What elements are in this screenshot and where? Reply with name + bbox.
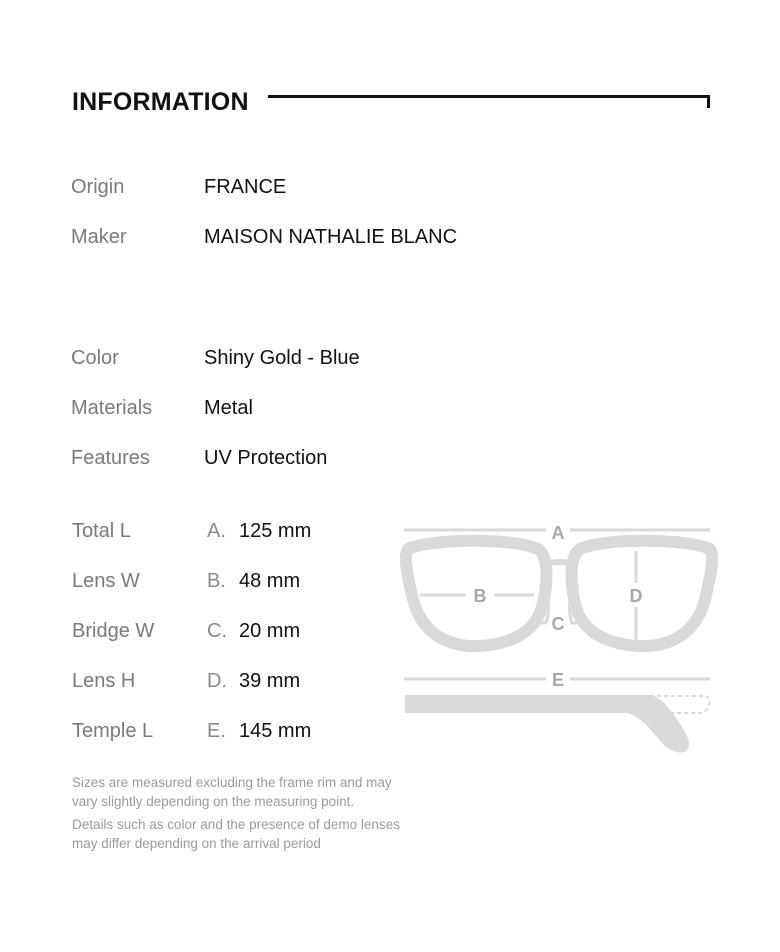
page-title: INFORMATION bbox=[72, 88, 249, 116]
measure-value: 48 mm bbox=[239, 570, 301, 592]
measure-letter: C. bbox=[207, 620, 227, 642]
measure-value: 20 mm bbox=[239, 620, 301, 642]
note-details: Details such as color and the presence of demo lenses may differ depending on the arrival period bbox=[72, 817, 400, 851]
label-a: A bbox=[551, 523, 565, 543]
measure-label: Lens H bbox=[72, 670, 136, 692]
title-rule-tick bbox=[707, 95, 710, 108]
measure-letter: E. bbox=[207, 720, 226, 742]
measure-letter: B. bbox=[207, 570, 226, 592]
temple-arm bbox=[405, 695, 689, 753]
label-c: C bbox=[551, 614, 565, 634]
detail-label: Color bbox=[71, 347, 119, 369]
measure-value: 125 mm bbox=[239, 520, 312, 542]
measure-letter: A. bbox=[207, 520, 226, 542]
measure-label: Total L bbox=[72, 520, 131, 542]
detail-value: Shiny Gold - Blue bbox=[204, 347, 360, 369]
glasses-diagram bbox=[400, 515, 720, 765]
bridge bbox=[544, 562, 574, 565]
measure-label: Bridge W bbox=[72, 620, 155, 642]
note-measurement: Sizes are measured excluding the frame rim and may vary slightly depending on the measuring point. bbox=[72, 775, 392, 809]
info-label: Maker bbox=[71, 226, 127, 248]
label-e: E bbox=[551, 670, 565, 690]
detail-value: UV Protection bbox=[204, 447, 328, 469]
info-value: FRANCE bbox=[204, 176, 287, 198]
detail-label: Features bbox=[71, 447, 150, 469]
title-rule bbox=[268, 95, 710, 98]
label-b: B bbox=[473, 586, 487, 606]
label-d: D bbox=[629, 586, 643, 606]
info-value: MAISON NATHALIE BLANC bbox=[204, 226, 458, 248]
measure-label: Lens W bbox=[72, 570, 140, 592]
info-label: Origin bbox=[71, 176, 125, 198]
glasses-diagram-svg bbox=[400, 515, 720, 765]
measure-value: 39 mm bbox=[239, 670, 301, 692]
measure-value: 145 mm bbox=[239, 720, 312, 742]
detail-value: Metal bbox=[204, 397, 253, 419]
measure-label: Temple L bbox=[72, 720, 154, 742]
measure-letter: D. bbox=[207, 670, 227, 692]
detail-label: Materials bbox=[71, 397, 153, 419]
